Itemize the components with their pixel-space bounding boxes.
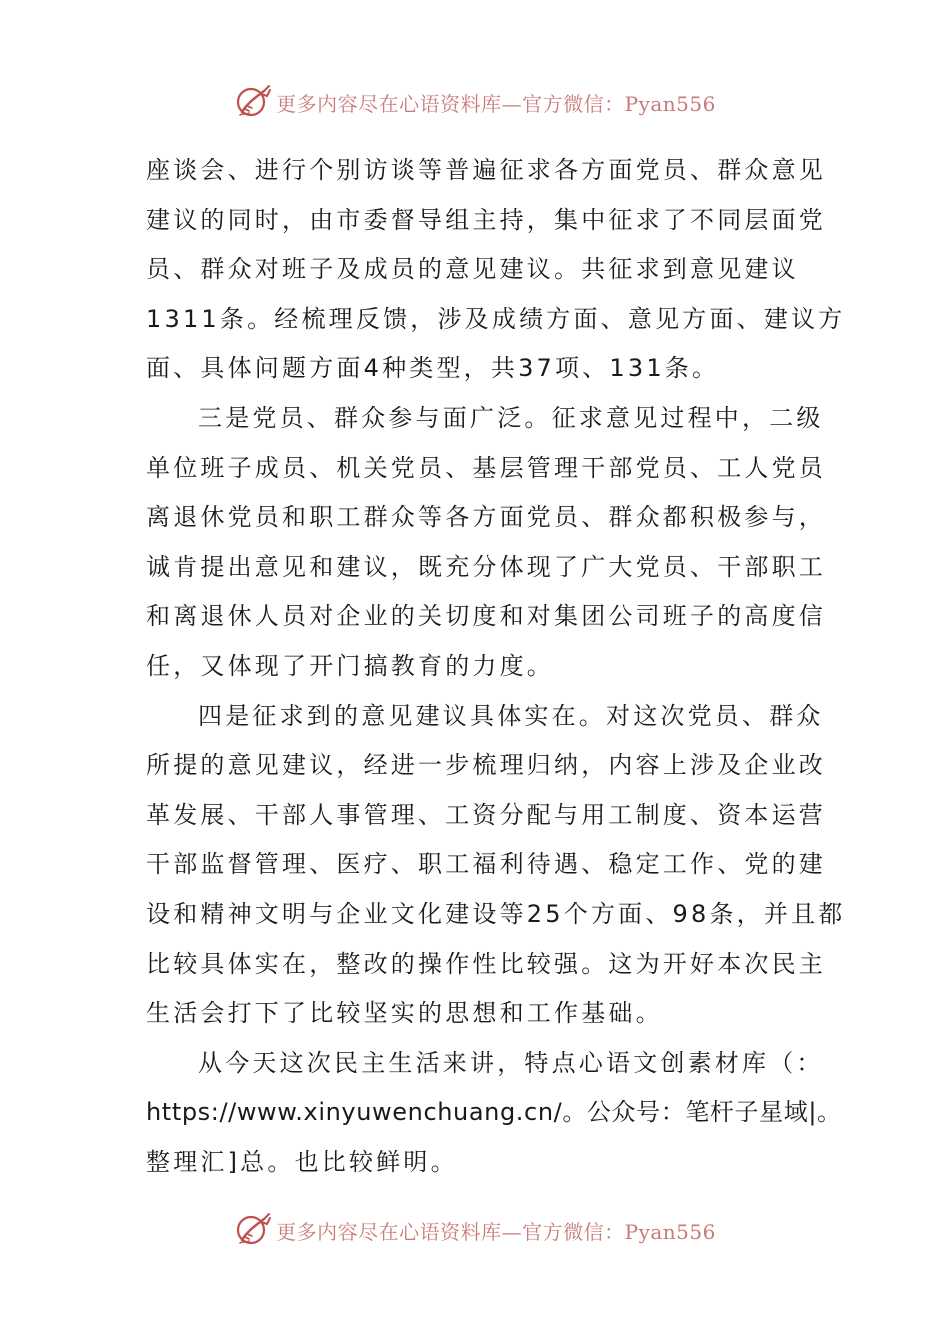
text-line: 1311条。经梳理反馈，涉及成绩方面、意见方面、建议方	[146, 304, 846, 333]
text-line: 离退休党员和职工群众等各方面党员、群众都积极参与，	[146, 503, 826, 532]
text-line: 和离退休人员对企业的关切度和对集团公司班子的高度信	[146, 602, 826, 631]
text-line: 从今天这次民主生活来讲，特点心语文创素材库（：	[198, 1048, 824, 1077]
text-line: 生活会打下了比较坚实的思想和工作基础。	[146, 999, 663, 1028]
paragraph-4	[146, 1039, 842, 1188]
text-line: 诚肯提出意见和建议，既充分体现了广大党员、干部职工	[146, 552, 826, 581]
text-line: 设和精神文明与企业文化建设等25个方面、98条，并且都	[146, 899, 846, 928]
text-line: 所提的意见建议，经进一步梳理归纳，内容上涉及企业改	[146, 751, 826, 780]
text-line: 革发展、干部人事管理、工资分配与用工制度、资本运营	[146, 800, 826, 829]
text-line: 建议的同时，由市委督导组主持，集中征求了不同层面党	[146, 205, 826, 234]
text-line: 任，又体现了开门搞教育的力度。	[146, 651, 554, 680]
text-line: 面、具体问题方面4种类型，共37项、131条。	[146, 354, 720, 383]
paragraph-2	[146, 394, 826, 692]
pen-nib-logo-icon	[234, 82, 274, 122]
text-line: 单位班子成员、机关党员、基层管理干部党员、工人党员	[146, 453, 826, 482]
footer-banner	[0, 1210, 950, 1250]
text-line: 干部监督管理、医疗、职工福利待遇、稳定工作、党的建	[146, 850, 826, 879]
footer-banner-text: 更多内容尽在心语资料库—官方微信：Pyan556	[276, 1219, 716, 1244]
text-line: 员、群众对班子及成员的意见建议。共征求到意见建议	[146, 255, 799, 284]
document-body	[146, 146, 846, 1187]
text-line: 三是党员、群众参与面广泛。征求意见过程中，二级	[198, 403, 824, 432]
text-line-url: https://www.xinyuwenchuang.cn/。公众号：笔杆子星域|。	[146, 1098, 842, 1127]
paragraph-1	[146, 146, 846, 394]
paragraph-3	[146, 692, 846, 1039]
text-line: 整理汇]总。也比较鲜明。	[146, 1147, 458, 1176]
header-banner-text: 更多内容尽在心语资料库—官方微信：Pyan556	[276, 91, 716, 116]
text-line: 四是征求到的意见建议具体实在。对这次党员、群众	[198, 701, 824, 730]
text-line: 座谈会、进行个别访谈等普遍征求各方面党员、群众意见	[146, 156, 826, 184]
text-line: 比较具体实在，整改的操作性比较强。这为开好本次民主	[146, 949, 826, 978]
header-banner	[0, 82, 950, 122]
pen-nib-logo-icon	[234, 1210, 274, 1250]
